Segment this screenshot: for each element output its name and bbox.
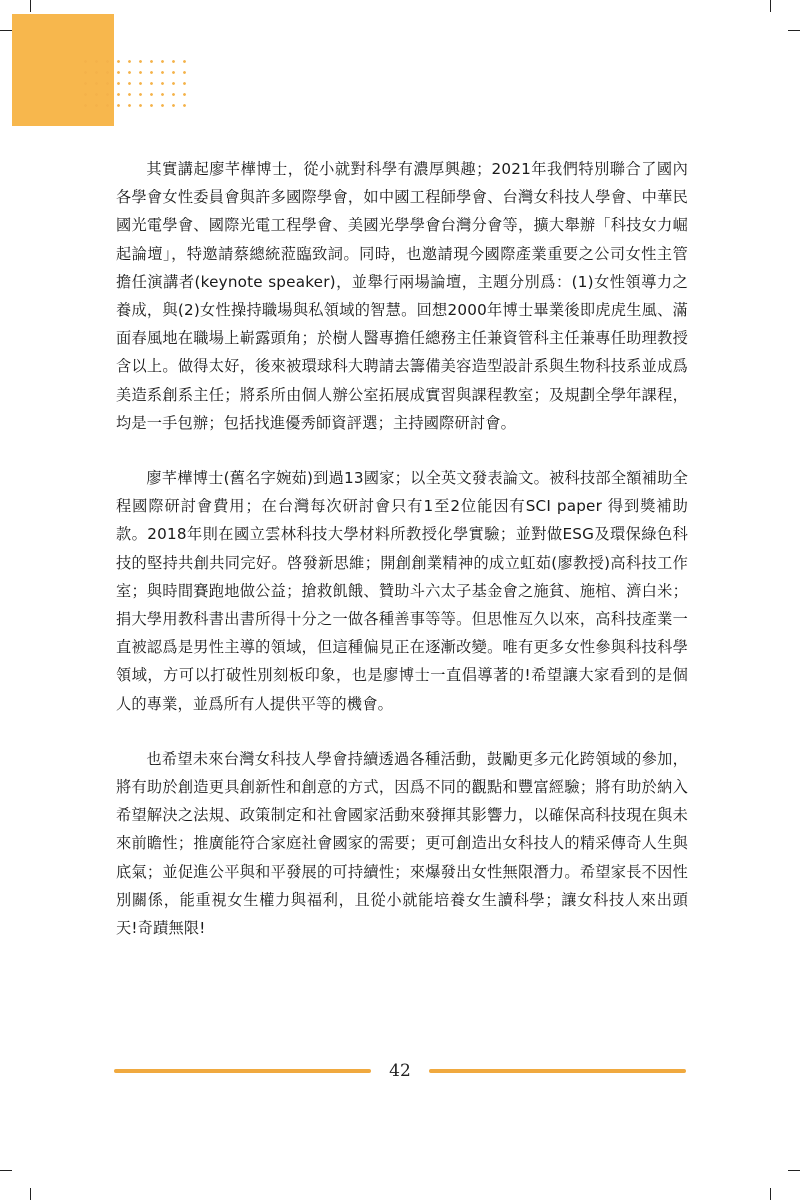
paragraph-3: 也希望未來台灣女科技人學會持續透過各種活動，鼓勵更多元化跨領域的參加，將有助於創造更具創新性和創意的方式，因爲不同的觀點和豐富經驗；將有助於納入希望解決之法規、政策制定和社會國家活動來發揮其影響力，以確保高科技現在與未來前瞻性；推廣能符合家庭社會國家的需要；更可創造出女科技人的精采傳奇人生與底氣；並促進公平與和平發展的可持續性；來爆發出女性無限潛力。希望家長不因性別關係，能重視女生權力與福利，且從小就能培養女生讀科學；讓女科技人來出頭天!奇蹟無限!: [116, 749, 688, 938]
crop-mark-bottom-right-h: [788, 1170, 800, 1171]
crop-mark-bottom-right-v: [770, 1188, 771, 1200]
crop-mark-top-left-v: [30, 0, 31, 12]
paragraph-1: 其實講起廖芊樺博士，從小就對科學有濃厚興趣；2021年我們特別聯合了國內各學會女性委員會與許多國際學會，如中國工程師學會、台灣女科技人學會、中華民國光電學會、國際光電工程學會、美國光學學會台灣分會等，擴大舉辦「科技女力崛起論壇」，特邀請蔡總統蒞臨致詞。同時，也邀請現今國際產業重要之公司女性主管擔任演講者(keynote speaker)，並舉行兩場論壇，主題分別爲：(1)女性領導力之養成，與(2)女性操持職場與私領域的智慧。回想2000年博士畢業後即虎虎生風、滿面春風地在職場上嶄露頭角；於樹人醫專擔任總務主任兼資管科主任兼專任助理教授含以上。做得太好，後來被環球科大聘請去籌備美容造型設計系與生物科技系並成爲美造系創系主任；將系所由個人辦公室拓展成實習與課程教室；及規劃全學年課程，均是一手包辦；包括找進優秀師資評選；主持國際研討會。: [116, 160, 688, 432]
crop-mark-top-right-h: [788, 30, 800, 31]
page-footer: [114, 1056, 686, 1086]
crop-mark-top-left-h: [0, 30, 12, 31]
dot-pattern-decoration: [80, 56, 190, 112]
crop-mark-top-right-v: [770, 0, 771, 12]
page-body: [116, 155, 688, 942]
footer-line-right: [429, 1069, 686, 1073]
footer-line-left: [114, 1069, 371, 1073]
crop-mark-bottom-left-v: [30, 1188, 31, 1200]
page-number: 42: [389, 1061, 411, 1081]
crop-mark-bottom-left-h: [0, 1170, 12, 1171]
paragraph-2: 廖芊樺博士(舊名字婉茹)到過13國家；以全英文發表論文。被科技部全額補助全程國際研討會費用；在台灣每次研討會只有1至2位能因有SCI paper 得到獎補助款。2018年則在國立雲林科技大學材料所教授化學實驗；並對做ESG及環保綠色科技的堅持共創共同完好。啓發新思維；開創創業精神的成立虹茹(廖教授)高科技工作室；與時間賽跑地做公益；搶救飢餓、贊助斗六太子基金會之施貧、施棺、濟白米；捐大學用教科書出書所得十分之一做各種善事等等。但思惟亙久以來，高科技產業一直被認爲是男性主導的領域，但這種偏見正在逐漸改變。唯有更多女性參與科技科學領域，方可以打破性別刻板印象，也是廖博士一直倡導著的!希望讓大家看到的是個人的專業，並爲所有人提供平等的機會。: [116, 469, 688, 713]
